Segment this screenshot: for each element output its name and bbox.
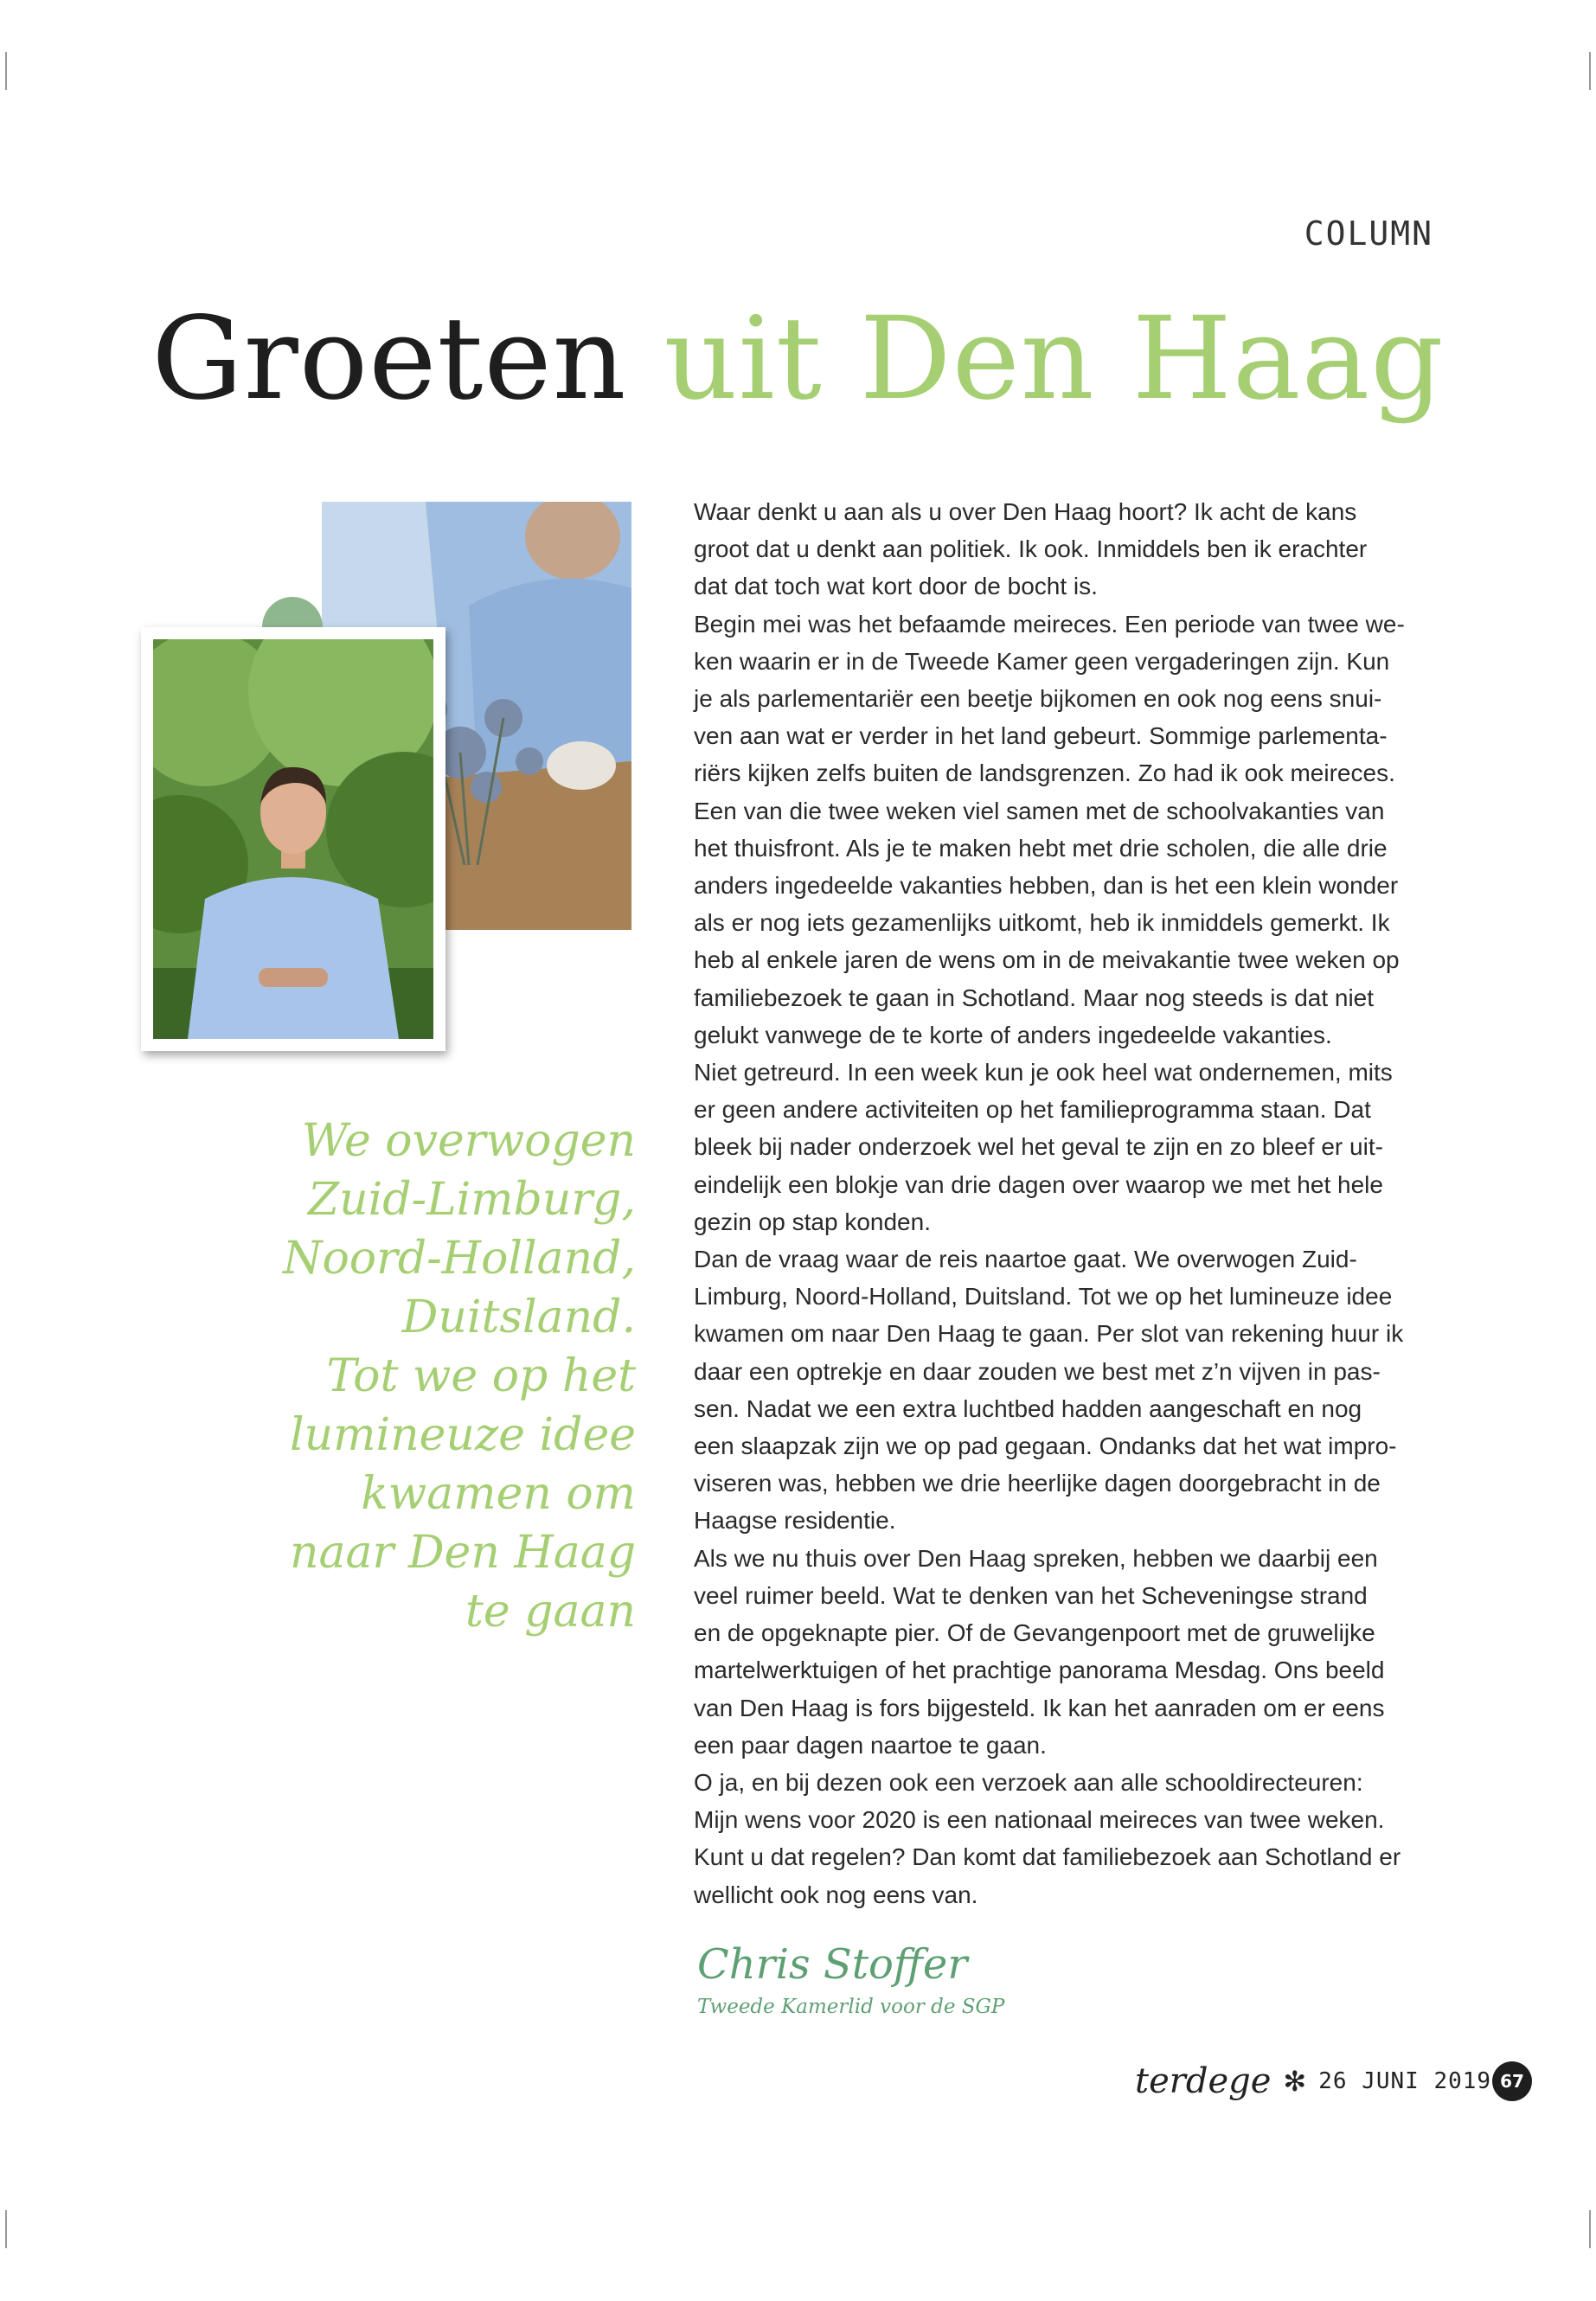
body-text-line: en de opgeknapte pier. Of de Gevangenpoort met de gruwelijke: [694, 1619, 1375, 1647]
body-text-line: Een van die twee weken viel samen met de schoolvakanties van: [694, 797, 1385, 824]
body-text-line: heb al enkele jaren de wens om in de meivakantie twee weken op: [694, 946, 1400, 974]
pull-quote-line: Zuid-Limburg,: [307, 1174, 636, 1226]
author-role: Tweede Kamerlid voor de SGP: [697, 1996, 1005, 2018]
body-text-line: Dan de vraag waar de reis naartoe gaat. We overwogen Zuid-: [694, 1246, 1357, 1273]
body-text-line: Haagse residentie.: [694, 1507, 896, 1535]
title-green-part: uit Den Haag: [663, 292, 1445, 426]
body-text-line: O ja, en bij dezen ook een verzoek aan alle schooldirecteuren:: [694, 1768, 1363, 1796]
body-text-line: als er nog iets gezamenlijks uitkomt, heb ik inmiddels gemerkt. Ik: [694, 909, 1390, 937]
page-footer: [1135, 2062, 1491, 2100]
body-text-line: daar een optrekje en daar zouden we best met z’n vijven in pas-: [694, 1357, 1381, 1385]
body-text-line: je als parlementariër een beetje bijkomen en ook nog eens snui-: [694, 685, 1382, 713]
pull-quote-line: Tot we op het: [326, 1350, 636, 1402]
body-text-line: Als we nu thuis over Den Haag spreken, hebben we daarbij een: [694, 1544, 1378, 1572]
body-text-line: gezin op stap konden.: [694, 1208, 931, 1235]
body-text-line: het thuisfront. Als je te maken hebt met drie scholen, die alle drie: [694, 834, 1388, 862]
body-text-line: bleek bij nader onderzoek wel het geval te zijn en zo bleef er uit-: [694, 1133, 1383, 1161]
body-text-line: martelwerktuigen of het prachtige panorama Mesdag. Ons beeld: [694, 1657, 1385, 1684]
body-text-line: wellicht ook nog eens van.: [694, 1881, 978, 1908]
body-text-line: ven aan wat er verder in het land gebeurt. Sommige parlementa-: [694, 722, 1388, 750]
body-text-line: anders ingedeelde vakanties hebben, dan is het een klein wonder: [694, 872, 1399, 900]
pull-quote-line: Noord-Holland,: [282, 1233, 636, 1285]
crop-mark-bottom-left: [5, 2210, 7, 2248]
body-text-line: viseren was, hebben we drie heerlijke dagen doorgebracht in de: [694, 1470, 1381, 1497]
section-label: COLUMN: [1304, 215, 1433, 253]
crop-mark-top-left: [5, 52, 7, 90]
asterisk-icon: ✻: [1283, 2065, 1307, 2098]
pull-quote: [260, 1112, 636, 1641]
pull-quote-line: kwamen om: [361, 1468, 636, 1520]
body-text-line: een slaapzak zijn we op pad gegaan. Ondanks dat het wat impro-: [694, 1433, 1397, 1460]
crop-mark-top-right: [1589, 52, 1591, 90]
body-text-line: Limburg, Noord-Holland, Duitsland. Tot we op het lumineuze idee: [694, 1283, 1393, 1311]
body-text-line: kwamen om naar Den Haag te gaan. Per slot van rekening huur ik: [694, 1320, 1404, 1348]
body-text-line: sen. Nadat we een extra luchtbed hadden aangeschaft en nog: [694, 1394, 1362, 1422]
body-text-line: een paar dagen naartoe te gaan.: [694, 1731, 1047, 1759]
column-body-text: [694, 493, 1446, 1913]
body-text-line: familiebezoek te gaan in Schotland. Maar nog steeds is dat niet: [694, 984, 1375, 1011]
magazine-logo: terdege: [1135, 2061, 1272, 2101]
page-title: [0, 290, 1596, 428]
body-text-line: eindelijk een blokje van drie dagen over waarop we met het hele: [694, 1170, 1383, 1198]
body-text-line: dat dat toch wat kort door de bocht is.: [694, 573, 1098, 600]
body-text-line: er geen andere activiteiten op het familieprogramma staan. Dat: [694, 1096, 1371, 1124]
body-text-line: ken waarin er in de Tweede Kamer geen vergaderingen zijn. Kun: [694, 647, 1390, 675]
body-text-line: groot dat u denkt aan politiek. Ik ook. Inmiddels ben ik erachter: [694, 535, 1368, 563]
body-text-line: Begin mei was het befaamde meireces. Een periode van twee we-: [694, 610, 1405, 638]
body-text-line: Waar denkt u aan als u over Den Haag hoort? Ik acht de kans: [694, 498, 1357, 525]
author-name: Chris Stoffer: [697, 1940, 968, 1989]
body-text-line: veel ruimer beeld. Wat te denken van het Scheveningse strand: [694, 1581, 1368, 1609]
pull-quote-line: naar Den Haag: [289, 1527, 636, 1579]
crop-mark-bottom-right: [1589, 2210, 1591, 2248]
body-text-line: van Den Haag is fors bijgesteld. Ik kan het aanraden om er eens: [694, 1694, 1385, 1721]
body-text-line: Niet getreurd. In een week kun je ook heel wat ondernemen, mits: [694, 1059, 1393, 1086]
pull-quote-line: We overwogen: [301, 1115, 636, 1167]
issue-date: 26 JUNI 2019: [1318, 2068, 1492, 2094]
pull-quote-line: Duitsland.: [401, 1292, 636, 1343]
body-text-line: gelukt vanwege de te korte of anders ingedeelde vakanties.: [694, 1021, 1332, 1048]
title-dark-part: Groeten: [151, 292, 627, 426]
pull-quote-line: lumineuze idee: [290, 1409, 636, 1461]
body-text-line: riërs kijken zelfs buiten de landsgrenzen. Zo had ik ook meireces.: [694, 760, 1395, 787]
pull-quote-line: te gaan: [465, 1586, 636, 1638]
body-text-line: Kunt u dat regelen? Dan komt dat familiebezoek aan Schotland er: [694, 1843, 1401, 1871]
page-number-badge: 67: [1492, 2061, 1532, 2101]
author-portrait-photo: [141, 627, 445, 1051]
body-text-line: Mijn wens voor 2020 is een nationaal meireces van twee weken.: [694, 1806, 1385, 1834]
